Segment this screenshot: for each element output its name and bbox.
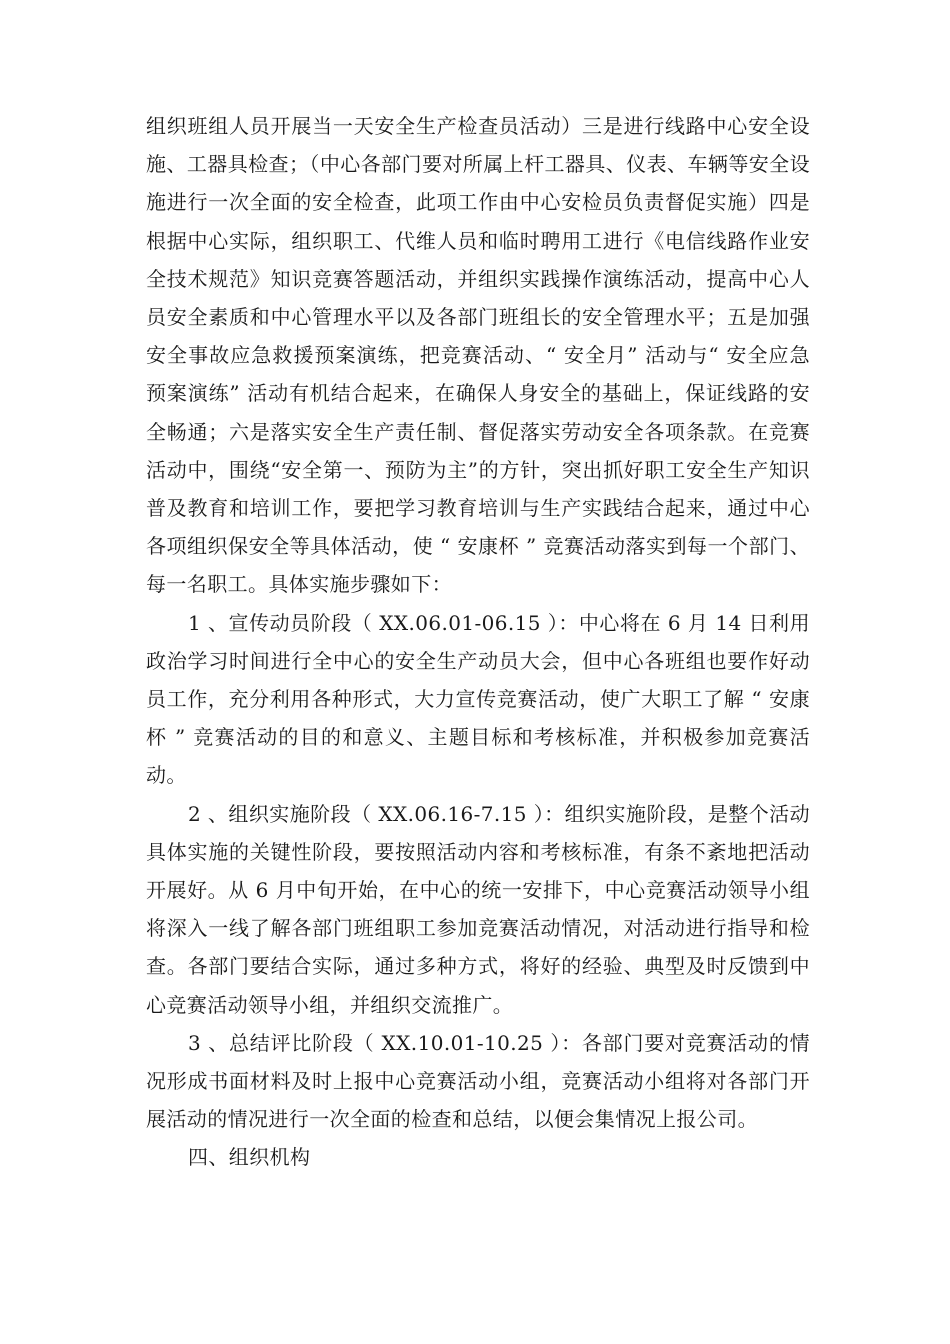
paragraph-activities-continued: 组织班组人员开展当一天安全生产检查员活动）三是进行线路中心安全设施、工器具检查；（中心各部门要对所属上杆工器具、仪表、车辆等安全设施进行一次全面的安全检查，此项工作由中心安检员负责督促实施）四是根据中心实际，组织职工、代维人员和临时聘用工进行《电信线路作业安全技术规范》知识竞赛答题活动，并组织实践操作演练活动，提高中心人员安全素质和中心管理水平以及各部门班组长的安全管理水平；五是加强安全事故应急救援预案演练，把竞赛活动、“ 安全月” 活动与“ 安全应急预案演练” 活动有机结合起来，在确保人身安全的基础上，保证线路的安全畅通；六是落实安全生产责任制、督促落实劳动安全各项条款。在竞赛活动中，围绕“安全第一、预防为主”的方针，突出抓好职工安全生产知识普及教育和培训工作，要把学习教育培训与生产实践结合起来，通过中心各项组织保安全等具体活动，使 “ 安康杯 ” 竞赛活动落实到每一个部门、每一名职工。具体实施步骤如下： xyxy=(146,114,810,597)
document-body xyxy=(146,107,810,1177)
paragraph-step-3-summary: 3 、总结评比阶段（ XX.10.01-10.25 ）：各部门要对竞赛活动的情况形成书面材料及时上报中心竞赛活动小组，竞赛活动小组将对各部门开展活动的情况进行一次全面的检查和总结，以便会集情况上报公司。 xyxy=(146,1030,810,1132)
paragraph-step-2-implementation: 2 、组织实施阶段（ XX.06.16-7.15 ）：组织实施阶段，是整个活动具体实施的关键性阶段，要按照活动内容和考核标准，有条不紊地把活动开展好。从 6 月中旬开始，在中心的统一安排下，中心竞赛活动领导小组将深入一线了解各部门班组职工参加竞赛活动情况，对活动进行指导和检查。各部门要结合实际，通过多种方式，将好的经验、典型及时反馈到中心竞赛活动领导小组，并组织交流推广。 xyxy=(146,801,810,1017)
section-heading-organization: 四、组织机构 xyxy=(188,1145,311,1170)
paragraph-step-1-publicity: 1 、宣传动员阶段（ XX.06.01-06.15 ）：中心将在 6 月 14 日利用政治学习时间进行全中心的安全生产动员大会，但中心各班组也要作好动员工作，充分利用各种形式，大力宣传竞赛活动，使广大职工了解 “ 安康杯 ” 竞赛活动的目的和意义、主题目标和考核标准，并积极参加竞赛活动。 xyxy=(146,610,810,788)
